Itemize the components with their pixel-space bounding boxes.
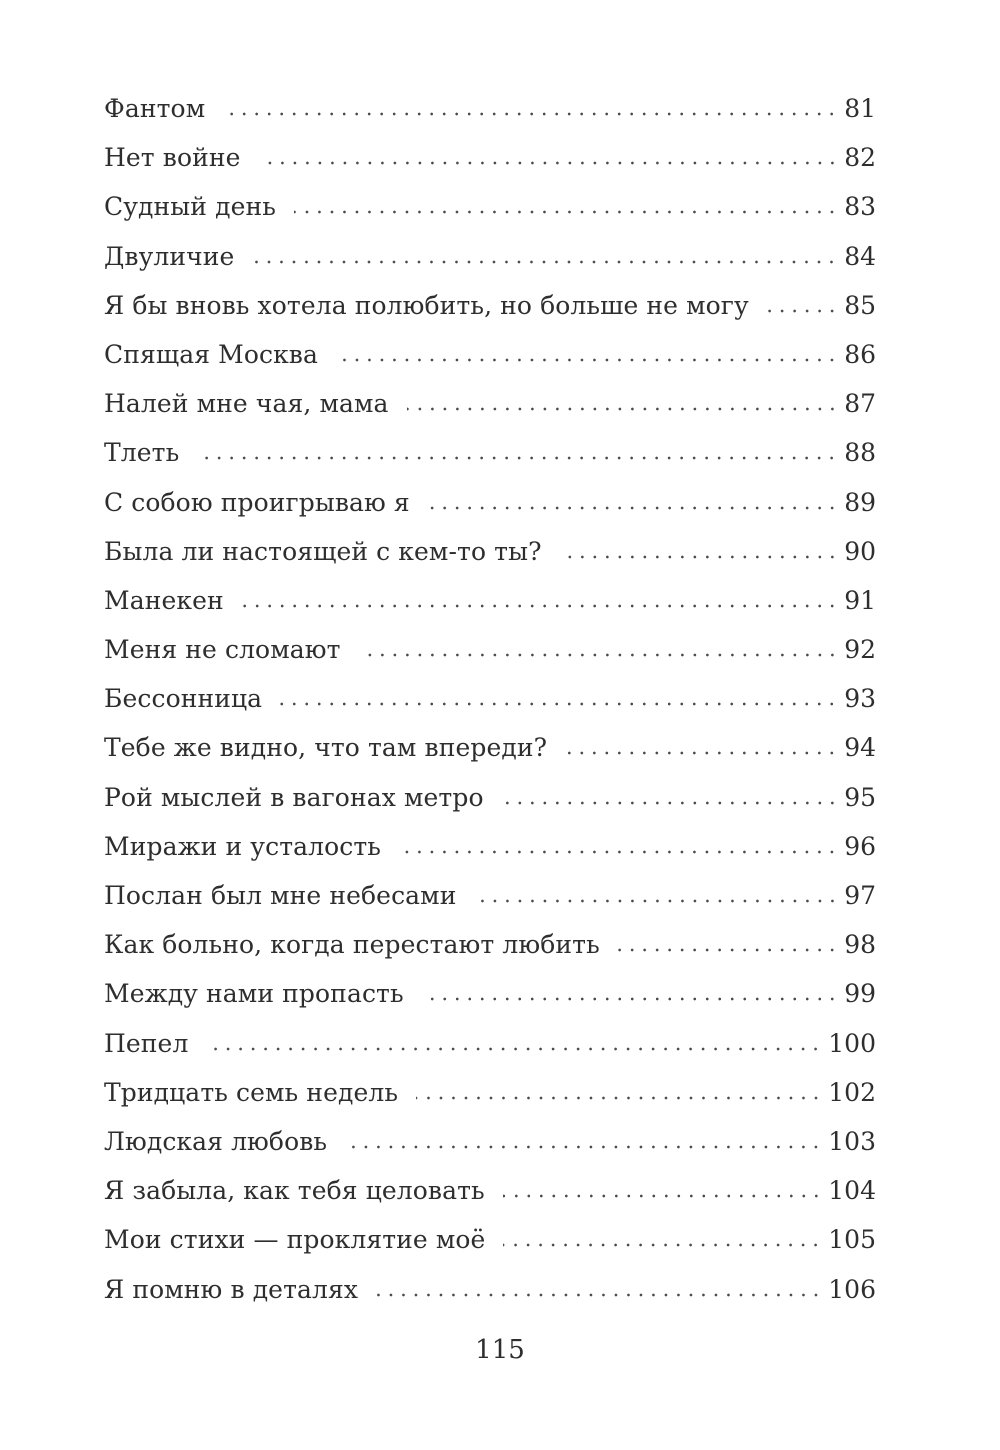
- dot-leader: [359, 653, 839, 657]
- dot-leader: [428, 506, 838, 510]
- toc-entry-title: Налей мне чая, мама: [104, 389, 389, 419]
- toc-entry-title: Судный день: [104, 192, 276, 222]
- dot-leader: [223, 112, 838, 116]
- toc-entry-page: 85: [844, 290, 876, 320]
- toc-entry-title: Манекен: [104, 585, 224, 615]
- dot-leader: [422, 997, 838, 1001]
- toc-entry: [104, 723, 876, 772]
- dot-leader: [767, 309, 838, 313]
- toc-entry: [104, 232, 876, 281]
- toc-entry-title: Миражи и усталость: [104, 831, 382, 861]
- toc-entry: [104, 428, 876, 477]
- toc-entry-title: Людская любовь: [104, 1126, 328, 1156]
- toc-entry-page: 93: [844, 684, 876, 714]
- toc-entry-page: 92: [844, 635, 876, 665]
- toc-entry-title: Была ли настоящей с кем-то ты?: [104, 536, 542, 566]
- toc-entry: [104, 871, 876, 920]
- dot-leader: [475, 899, 839, 903]
- toc-entry-title: Тлеть: [104, 438, 180, 468]
- dot-leader: [294, 210, 838, 214]
- toc-entry-title: Меня не сломают: [104, 635, 341, 665]
- toc-entry: [104, 1117, 876, 1166]
- toc-entry-title: Нет войне: [104, 143, 241, 173]
- toc-entry: [104, 1215, 876, 1264]
- dot-leader: [416, 1096, 822, 1100]
- toc-entry: [104, 281, 876, 330]
- toc-entry-title: Я забыла, как тебя целовать: [104, 1176, 485, 1206]
- dot-leader: [280, 702, 838, 706]
- toc-entry-title: Тебе же видно, что там впереди?: [104, 733, 548, 763]
- dot-leader: [618, 948, 838, 952]
- toc-entry: [104, 969, 876, 1018]
- toc-entry-page: 94: [844, 733, 876, 763]
- toc-entry: [104, 625, 876, 674]
- toc-entry-title: Тридцать семь недель: [104, 1077, 399, 1107]
- dot-leader: [503, 1243, 822, 1247]
- toc-entry-title: Между нами пропасть: [104, 979, 404, 1009]
- toc-entry-title: Спящая Москва: [104, 339, 318, 369]
- dot-leader: [502, 801, 839, 805]
- dot-leader: [399, 850, 838, 854]
- toc-entry-page: 100: [828, 1028, 876, 1058]
- toc-entry-title: Я бы вновь хотела полюбить, но больше не могу: [104, 290, 749, 320]
- dot-leader: [345, 1145, 822, 1149]
- dot-leader: [503, 1194, 823, 1198]
- dot-leader: [206, 1047, 822, 1051]
- toc-entry: [104, 527, 876, 576]
- toc-entry-title: Пепел: [104, 1028, 189, 1058]
- dot-leader: [560, 555, 839, 559]
- toc-entry-page: 82: [844, 143, 876, 173]
- toc-entry: [104, 674, 876, 723]
- toc-entry: [104, 379, 876, 428]
- dot-leader: [242, 604, 838, 608]
- toc-entry-page: 87: [844, 389, 876, 419]
- toc-entry-page: 99: [844, 979, 876, 1009]
- toc-entry: [104, 1265, 876, 1314]
- toc-entry: [104, 330, 876, 379]
- dot-leader: [252, 260, 838, 264]
- dot-leader: [259, 161, 839, 165]
- toc-entry: [104, 920, 876, 969]
- toc-entry-page: 81: [844, 94, 876, 123]
- toc-entry-page: 96: [844, 831, 876, 861]
- toc-entry: [104, 773, 876, 822]
- toc-entry-page: 86: [844, 339, 876, 369]
- toc-entry: [104, 1166, 876, 1215]
- dot-leader: [565, 751, 838, 755]
- toc-entry-page: 83: [844, 192, 876, 222]
- toc-entry-title: Бессонница: [104, 684, 263, 714]
- toc-entry-page: 90: [844, 536, 876, 566]
- toc-entry-title: Послан был мне небесами: [104, 881, 457, 910]
- toc-entry-title: Двуличие: [104, 241, 235, 271]
- toc-entry-title: Мои стихи — проклятие моё: [104, 1225, 486, 1255]
- toc-entry-title: Фантом: [104, 94, 206, 123]
- toc-entry: [104, 182, 876, 231]
- toc-entry-page: 97: [844, 881, 876, 910]
- toc-entry-title: С собою проигрываю я: [104, 487, 410, 517]
- dot-leader: [336, 358, 838, 362]
- toc-entry: [104, 822, 876, 871]
- toc-entry-page: 106: [828, 1274, 876, 1304]
- toc-entry-page: 98: [844, 930, 876, 960]
- dot-leader: [376, 1293, 822, 1297]
- page-number: 115: [475, 1335, 525, 1365]
- toc-entry-title: Как больно, когда перестают любить: [104, 930, 600, 960]
- toc-entry-page: 104: [828, 1176, 876, 1206]
- toc-entry: [104, 576, 876, 625]
- toc-entry-page: 91: [844, 585, 876, 615]
- toc-entry: [104, 84, 876, 133]
- toc-entry-page: 105: [828, 1225, 876, 1255]
- toc-entry-page: 88: [844, 438, 876, 468]
- toc-entry-page: 89: [844, 487, 876, 517]
- toc-entry-page: 102: [828, 1077, 876, 1107]
- toc-entry-title: Рой мыслей в вагонах метро: [104, 782, 484, 812]
- table-of-contents: [104, 84, 876, 1314]
- toc-entry: [104, 1068, 876, 1117]
- toc-entry: [104, 1019, 876, 1068]
- dot-leader: [197, 456, 838, 460]
- toc-entry-title: Я помню в деталях: [104, 1274, 359, 1304]
- toc-entry-page: 95: [844, 782, 876, 812]
- toc-entry: [104, 133, 876, 182]
- toc-entry-page: 103: [828, 1126, 876, 1156]
- dot-leader: [407, 407, 839, 411]
- toc-entry-page: 84: [844, 241, 876, 271]
- toc-entry: [104, 478, 876, 527]
